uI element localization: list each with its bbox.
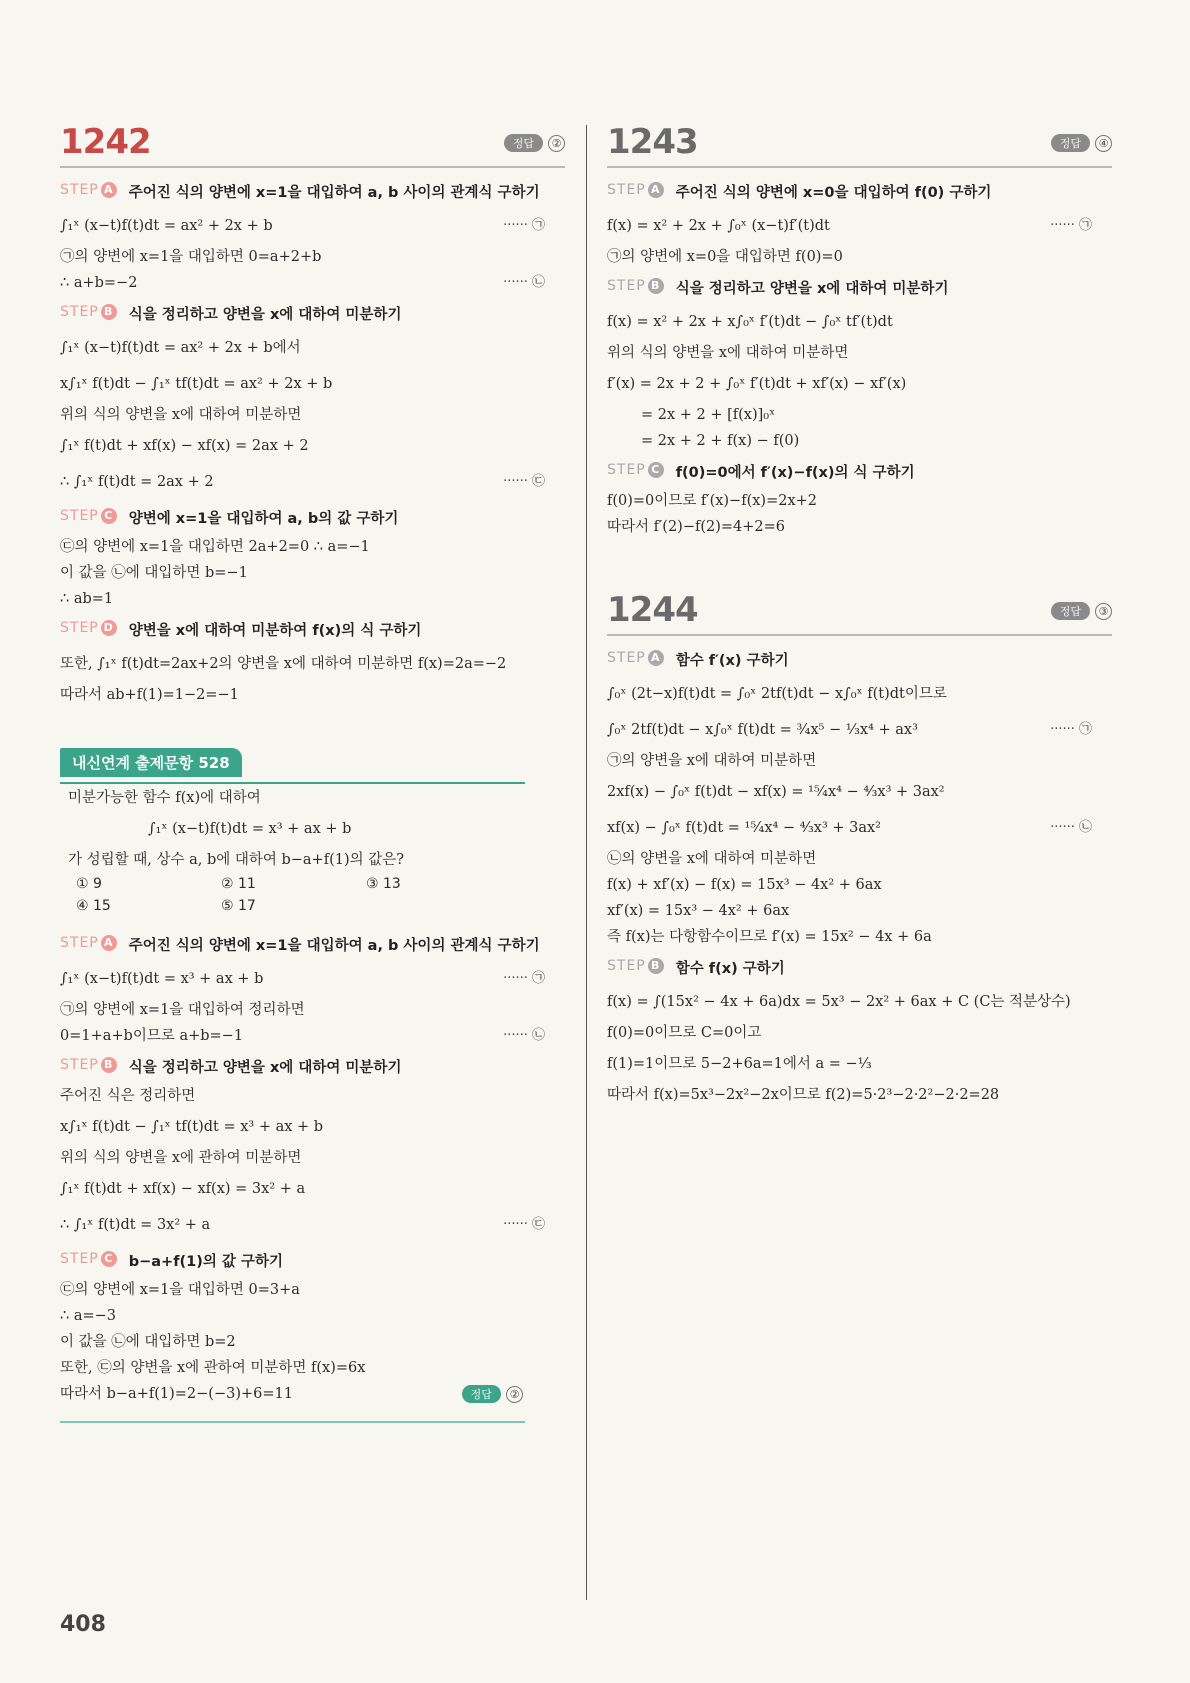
line-text: ∫₁ˣ (x−t)f(t)dt = ax² + 2x + b [60,218,273,234]
line-text: 따라서 b−a+f(1)=2−(−3)+6=11 [60,1386,293,1402]
step-title: 주어진 식의 양변에 x=0을 대입하여 f(0) 구하기 [675,185,992,201]
line-text: x∫₁ˣ f(t)dt − ∫₁ˣ tf(t)dt = x³ + ax + b [60,1119,324,1135]
step-letter: C [101,1251,117,1267]
left-column [60,118,565,1423]
solution-line [60,270,565,296]
step-label [607,650,664,666]
problem-number: 1242 [60,122,151,162]
line-text: ㉠의 양변을 x에 대하여 미분하면 [607,753,817,769]
answer-badge: 정답 [1051,602,1090,620]
step-heading [607,278,1112,300]
line-text: 따라서 f′(2)−f(2)=4+2=6 [607,519,786,535]
step-heading [60,304,565,326]
answer-value: ② [506,1386,523,1403]
solution-line [60,682,565,708]
solution-line [60,428,565,464]
problem-1242-header [60,118,565,168]
line-text: 따라서 ab+f(1)=1−2=−1 [60,687,239,703]
choice-5[interactable]: ⑤ 17 [221,898,256,914]
line-text: ㉢의 양변에 x=1을 대입하면 2a+2=0 ∴ a=−1 [60,539,370,555]
equation-tag: ······ ㉠ [503,971,545,986]
step-heading [60,935,565,957]
step-word: STEP [607,182,646,198]
solution-line [60,1355,565,1381]
solution-line [60,208,565,244]
line-text: ∫₁ˣ f(t)dt + xf(x) − xf(x) = 2ax + 2 [60,438,309,454]
choice-2[interactable]: ② 11 [221,876,256,892]
step-word: STEP [60,304,99,320]
step-label [607,182,664,198]
answer-value: ③ [1095,603,1112,620]
line-text: xf(x) − ∫₀ˣ f(t)dt = ¹⁵⁄₄x⁴ − ⁴⁄₃x³ + 3ax² [607,820,881,836]
step-title: 주어진 식의 양변에 x=1을 대입하여 a, b 사이의 관계식 구하기 [128,185,540,201]
step-letter: C [648,462,664,478]
line-text: ∫₀ˣ (2t−x)f(t)dt = ∫₀ˣ 2tf(t)dt − x∫₀ˣ f(t)dt이므로 [607,686,947,702]
line-text: f(x) = ∫(15x² − 4x + 6a)dx = 5x³ − 2x² + 6ax + C (C는 적분상수) [607,994,1071,1010]
solution-line [60,1207,565,1243]
step-heading [60,508,565,530]
step-word: STEP [60,182,99,198]
step-label [60,1251,117,1267]
step-letter: C [101,508,117,524]
solution-line [607,712,1112,748]
step-title: 식을 정리하고 양변을 x에 대하여 미분하기 [675,281,949,297]
step-title: 양변에 x=1을 대입하여 a, b의 값 구하기 [128,511,399,527]
solution-line [607,774,1112,810]
line-text: 0=1+a+b이므로 a+b=−1 [60,1028,244,1044]
step-title: b−a+f(1)의 값 구하기 [128,1254,283,1270]
solution-line [60,464,565,500]
step-word: STEP [60,620,99,636]
question-equation: ∫₁ˣ (x−t)f(t)dt = x³ + ax + b [148,821,352,837]
line-text: ㉠의 양변에 x=1을 대입하여 정리하면 [60,1002,305,1018]
line-text: 또한, ㉢의 양변을 x에 관하여 미분하면 f(x)=6x [60,1360,366,1376]
step-label [60,508,117,524]
solution-line [60,1171,565,1207]
solution-line [60,646,565,682]
line-text: f(0)=0이므로 f′(x)−f(x)=2x+2 [607,493,817,509]
step-label [607,462,664,478]
step-word: STEP [607,278,646,294]
problem-1243-header [607,118,1112,168]
step-label [607,278,664,294]
equation-tag: ······ ㉡ [503,275,545,290]
solution-line [607,402,1112,428]
solution-line [60,330,565,366]
problem-1244-header [607,586,1112,636]
line-text: ㉢의 양변에 x=1을 대입하면 0=3+a [60,1282,300,1298]
step-letter: B [101,1057,117,1073]
solution-line [60,586,565,612]
choice-1[interactable]: ① 9 [76,876,102,892]
solution-line [60,1083,565,1109]
step-letter: D [101,620,117,636]
step-letter: A [101,182,117,198]
line-text: 또한, ∫₁ˣ f(t)dt=2ax+2의 양변을 x에 대하여 미분하면 f(x)=2a=−2 [60,656,507,672]
answer-badge: 정답 [1051,134,1090,152]
line-text: ∫₀ˣ 2tf(t)dt − x∫₀ˣ f(t)dt = ³⁄₄x⁵ − ¹⁄₃x⁴ + ax³ [607,722,918,738]
step-heading [607,650,1112,672]
problem-1243-solution [607,182,1112,540]
question-line: 가 성립할 때, 상수 a, b에 대하여 b−a+f(1)의 값은? [68,852,405,868]
solution-line [60,534,565,560]
line-text: 따라서 f(x)=5x³−2x²−2x이므로 f(2)=5·2³−2·2²−2·2=28 [607,1087,1000,1103]
answer-value: ② [548,135,565,152]
line-text: f(x) = x² + 2x + ∫₀ˣ (x−t)f′(t)dt [607,218,830,234]
line-text: x∫₁ˣ f(t)dt − ∫₁ˣ tf(t)dt = ax² + 2x + b [60,376,333,392]
line-text: f(x) = x² + 2x + x∫₀ˣ f′(t)dt − ∫₀ˣ tf′(t)dt [607,314,893,330]
step-title: 함수 f(x) 구하기 [675,961,785,977]
line-text: 주어진 식은 정리하면 [60,1088,196,1104]
solution-line [60,1023,565,1049]
answer-badge: 정답 [462,1385,501,1403]
solution-line [607,1046,1112,1082]
line-text: ∴ ∫₁ˣ f(t)dt = 3x² + a [60,1217,211,1233]
step-label [60,935,117,951]
line-text: ∴ ∫₁ˣ f(t)dt = 2ax + 2 [60,474,214,490]
solution-line [607,304,1112,340]
step-label [60,620,117,636]
problem-1244-solution [607,650,1112,1108]
solution-line [607,1082,1112,1108]
choice-4[interactable]: ④ 15 [76,898,111,914]
answer-choices [68,873,565,917]
answer-badge: 정답 [504,134,543,152]
line-text: 이 값을 ㉡에 대입하면 b=−1 [60,565,248,581]
answer-tag [504,134,565,152]
equation-tag: ······ ㉢ [503,474,545,489]
related-problem-box [60,748,565,1423]
line-text: 위의 식의 양변을 x에 관하여 미분하면 [60,1150,302,1166]
solution-line [607,872,1112,898]
step-word: STEP [60,508,99,524]
step-word: STEP [60,935,99,951]
solution-line [607,488,1112,514]
step-letter: B [101,304,117,320]
answer-tag [1051,602,1112,620]
line-text: ∴ ab=1 [60,591,114,607]
line-text: 즉 f(x)는 다항함수이므로 f′(x) = 15x² − 4x + 6a [607,929,932,945]
step-heading [607,182,1112,204]
line-text: ㉠의 양변에 x=1을 대입하면 0=a+2+b [60,249,322,265]
equation-tag: ······ ㉠ [1050,218,1092,233]
equation-tag: ······ ㉡ [503,1028,545,1043]
solution-line [607,748,1112,774]
line-text: f′(x) = 2x + 2 + ∫₀ˣ f′(t)dt + xf′(x) − xf′(x) [607,376,907,392]
step-heading [60,1251,565,1273]
line-text: ∴ a=−3 [60,1308,117,1324]
related-problem-question [60,777,565,917]
step-title: 식을 정리하고 양변을 x에 대하여 미분하기 [128,307,402,323]
line-text: 2xf(x) − ∫₀ˣ f(t)dt − xf(x) = ¹⁵⁄₄x⁴ − ⁴⁄₃x³ + 3ax² [607,784,945,800]
box-bottom-rule [60,1421,525,1423]
line-text: ∴ a+b=−2 [60,275,138,291]
box-divider [60,782,525,784]
step-word: STEP [607,462,646,478]
solution-line [60,1381,565,1407]
line-text: 위의 식의 양변을 x에 대하여 미분하면 [607,345,849,361]
equation-tag: ······ ㉠ [503,218,545,233]
choice-3[interactable]: ③ 13 [366,876,401,892]
step-word: STEP [607,650,646,666]
line-text: = 2x + 2 + [f(x)]₀ˣ [641,407,776,423]
step-letter: A [101,935,117,951]
step-letter: A [648,650,664,666]
solution-line [607,514,1112,540]
solution-line [60,1109,565,1145]
solution-line [607,810,1112,846]
step-word: STEP [60,1057,99,1073]
equation-tag: ······ ㉢ [503,1217,545,1232]
step-title: f(0)=0에서 f′(x)−f(x)의 식 구하기 [675,465,915,481]
related-problem-tab: 내신연계 출제문항 528 [60,748,242,777]
solution-line [607,366,1112,402]
line-text: f(0)=0이므로 C=0이고 [607,1025,762,1041]
step-label [60,1057,117,1073]
solution-line [60,1277,565,1303]
solution-line [60,1145,565,1171]
step-label [60,182,117,198]
solution-line [60,961,565,997]
line-text: 위의 식의 양변을 x에 대하여 미분하면 [60,407,302,423]
step-title: 식을 정리하고 양변을 x에 대하여 미분하기 [128,1060,402,1076]
solution-line [607,428,1112,454]
solution-line [607,244,1112,270]
step-heading [60,182,565,204]
line-text: f(1)=1이므로 5−2+6a=1에서 a = −¹⁄₃ [607,1056,872,1072]
solution-line [60,366,565,402]
right-column [607,118,1112,1108]
answer-tag [1051,134,1112,152]
line-text: ∫₁ˣ f(t)dt + xf(x) − xf(x) = 3x² + a [60,1181,306,1197]
solution-line [60,1329,565,1355]
line-text: = 2x + 2 + f(x) − f(0) [641,433,800,449]
solution-line [607,208,1112,244]
solution-line [60,244,565,270]
line-text: ∫₁ˣ (x−t)f(t)dt = ax² + 2x + b에서 [60,340,301,356]
solution-line [60,560,565,586]
line-text: 이 값을 ㉡에 대입하면 b=2 [60,1334,236,1350]
step-label [607,958,664,974]
line-text: ㉠의 양변에 x=0을 대입하면 f(0)=0 [607,249,843,265]
column-divider [586,125,587,1600]
step-word: STEP [60,1251,99,1267]
step-title: 함수 f′(x) 구하기 [675,653,789,669]
solution-line [607,676,1112,712]
step-heading [60,1057,565,1079]
step-heading [60,620,565,642]
problem-number: 1243 [607,122,698,162]
equation-tag: ······ ㉡ [1050,820,1092,835]
solution-line [607,924,1112,950]
related-problem-solution [60,935,565,1407]
solution-line [607,984,1112,1020]
solution-line [60,997,565,1023]
line-text: ∫₁ˣ (x−t)f(t)dt = x³ + ax + b [60,971,264,987]
problem-1242-solution [60,182,565,708]
step-title: 주어진 식의 양변에 x=1을 대입하여 a, b 사이의 관계식 구하기 [128,938,540,954]
line-text: f(x) + xf′(x) − f(x) = 15x³ − 4x² + 6ax [607,877,882,893]
solution-line [60,1303,565,1329]
question-line: 미분가능한 함수 f(x)에 대하여 [68,790,261,806]
solution-line [607,846,1112,872]
step-letter: A [648,182,664,198]
solution-line [607,340,1112,366]
step-title: 양변을 x에 대하여 미분하여 f(x)의 식 구하기 [128,623,422,639]
step-letter: B [648,278,664,294]
step-label [60,304,117,320]
line-text: ㉡의 양변을 x에 대하여 미분하면 [607,851,817,867]
problem-number: 1244 [607,590,698,630]
page-number: 408 [60,1612,106,1637]
step-heading [607,462,1112,484]
line-text: xf′(x) = 15x³ − 4x² + 6ax [607,903,790,919]
solution-line [607,1020,1112,1046]
equation-tag: ······ ㉠ [1050,722,1092,737]
solution-line [607,898,1112,924]
answer-value: ④ [1095,135,1112,152]
step-heading [607,958,1112,980]
step-letter: B [648,958,664,974]
step-word: STEP [607,958,646,974]
solution-line [60,402,565,428]
